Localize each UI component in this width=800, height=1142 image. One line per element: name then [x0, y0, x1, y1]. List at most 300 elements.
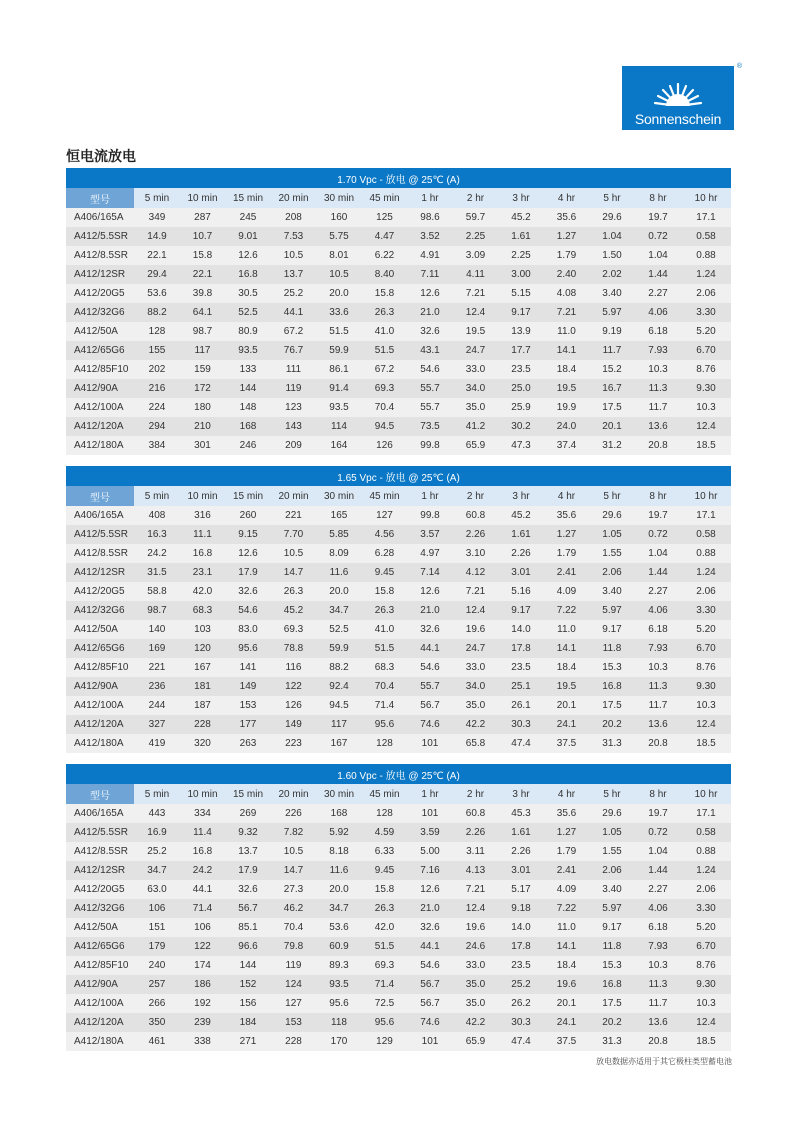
current-value-cell: 1.04	[635, 246, 681, 265]
current-value-cell: 260	[225, 506, 271, 525]
current-value-cell: 1.61	[498, 525, 544, 544]
current-value-cell: 95.6	[362, 1013, 407, 1032]
current-value-cell: 98.7	[134, 601, 180, 620]
current-value-cell: 32.6	[225, 880, 271, 899]
current-value-cell: 126	[362, 436, 407, 455]
table-row	[66, 899, 731, 918]
current-value-cell: 152	[225, 975, 271, 994]
current-value-cell: 18.4	[544, 658, 589, 677]
current-value-cell: 99.8	[407, 506, 453, 525]
current-value-cell: 15.3	[589, 658, 635, 677]
current-value-cell: 120	[180, 639, 225, 658]
current-value-cell: 56.7	[407, 975, 453, 994]
current-value-cell: 91.4	[316, 379, 362, 398]
current-value-cell: 60.8	[453, 804, 498, 823]
current-value-cell: 35.0	[453, 696, 498, 715]
current-value-cell: 26.2	[498, 994, 544, 1013]
current-value-cell: 5.97	[589, 601, 635, 620]
current-value-cell: 31.3	[589, 734, 635, 753]
table-header-row	[66, 486, 731, 506]
current-value-cell: 350	[134, 1013, 180, 1032]
duration-column-header: 10 min	[180, 188, 225, 208]
current-value-cell: 9.30	[681, 379, 731, 398]
current-value-cell: 10.3	[681, 398, 731, 417]
model-column-header: 型号	[66, 188, 134, 208]
current-value-cell: 187	[180, 696, 225, 715]
model-cell: A412/5.5SR	[66, 823, 134, 842]
model-cell: A412/180A	[66, 1032, 134, 1051]
current-value-cell: 10.3	[635, 956, 681, 975]
sonnenschein-logo	[622, 63, 742, 130]
current-value-cell: 179	[134, 937, 180, 956]
current-value-cell: 6.18	[635, 918, 681, 937]
current-value-cell: 20.1	[544, 696, 589, 715]
current-value-cell: 9.17	[498, 303, 544, 322]
current-value-cell: 269	[225, 804, 271, 823]
current-value-cell: 72.5	[362, 994, 407, 1013]
current-value-cell: 32.6	[225, 582, 271, 601]
current-value-cell: 2.26	[453, 525, 498, 544]
table-header-row	[66, 784, 731, 804]
duration-column-header: 5 hr	[589, 784, 635, 804]
current-value-cell: 25.1	[498, 677, 544, 696]
model-cell: A406/165A	[66, 208, 134, 227]
current-value-cell: 45.3	[498, 804, 544, 823]
current-value-cell: 101	[407, 734, 453, 753]
table-row	[66, 975, 731, 994]
current-value-cell: 0.88	[681, 544, 731, 563]
current-value-cell: 1.24	[681, 861, 731, 880]
current-value-cell: 51.5	[362, 639, 407, 658]
current-value-cell: 16.3	[134, 525, 180, 544]
duration-column-header: 45 min	[362, 784, 407, 804]
table-row	[66, 525, 731, 544]
current-value-cell: 29.6	[589, 506, 635, 525]
current-value-cell: 1.79	[544, 544, 589, 563]
current-value-cell: 9.18	[498, 899, 544, 918]
table-row	[66, 880, 731, 899]
current-value-cell: 8.76	[681, 658, 731, 677]
current-value-cell: 1.61	[498, 227, 544, 246]
current-value-cell: 45.2	[498, 208, 544, 227]
current-value-cell: 95.6	[225, 639, 271, 658]
current-value-cell: 37.4	[544, 436, 589, 455]
current-value-cell: 19.6	[453, 620, 498, 639]
current-value-cell: 11.0	[544, 322, 589, 341]
current-value-cell: 20.0	[316, 880, 362, 899]
current-value-cell: 42.2	[453, 715, 498, 734]
current-value-cell: 35.6	[544, 506, 589, 525]
current-value-cell: 9.15	[225, 525, 271, 544]
current-value-cell: 88.2	[134, 303, 180, 322]
current-value-cell: 35.0	[453, 975, 498, 994]
current-value-cell: 6.18	[635, 620, 681, 639]
table-row	[66, 322, 731, 341]
model-cell: A412/50A	[66, 918, 134, 937]
current-value-cell: 11.0	[544, 918, 589, 937]
current-value-cell: 119	[271, 379, 316, 398]
current-value-cell: 2.41	[544, 861, 589, 880]
model-cell: A412/90A	[66, 379, 134, 398]
current-value-cell: 12.6	[407, 880, 453, 899]
current-value-cell: 119	[271, 956, 316, 975]
current-value-cell: 65.9	[453, 1032, 498, 1051]
current-value-cell: 4.09	[544, 880, 589, 899]
current-value-cell: 14.1	[544, 639, 589, 658]
current-value-cell: 17.1	[681, 804, 731, 823]
current-value-cell: 24.7	[453, 341, 498, 360]
current-value-cell: 153	[271, 1013, 316, 1032]
model-cell: A412/12SR	[66, 861, 134, 880]
current-value-cell: 228	[180, 715, 225, 734]
current-value-cell: 1.24	[681, 563, 731, 582]
table-row	[66, 398, 731, 417]
current-value-cell: 2.26	[453, 823, 498, 842]
current-value-cell: 24.7	[453, 639, 498, 658]
current-value-cell: 106	[180, 918, 225, 937]
current-value-cell: 122	[180, 937, 225, 956]
current-value-cell: 14.7	[271, 861, 316, 880]
model-cell: A412/32G6	[66, 601, 134, 620]
current-value-cell: 11.7	[589, 341, 635, 360]
current-value-cell: 4.12	[453, 563, 498, 582]
current-value-cell: 3.30	[681, 601, 731, 620]
current-value-cell: 7.21	[453, 284, 498, 303]
current-value-cell: 1.79	[544, 246, 589, 265]
current-value-cell: 228	[271, 1032, 316, 1051]
current-value-cell: 19.7	[635, 804, 681, 823]
current-value-cell: 12.4	[453, 601, 498, 620]
current-value-cell: 338	[180, 1032, 225, 1051]
current-value-cell: 149	[271, 715, 316, 734]
current-value-cell: 11.3	[635, 677, 681, 696]
current-value-cell: 2.27	[635, 582, 681, 601]
model-cell: A412/180A	[66, 436, 134, 455]
current-value-cell: 5.97	[589, 303, 635, 322]
current-value-cell: 128	[362, 804, 407, 823]
table-row	[66, 246, 731, 265]
model-cell: A412/8.5SR	[66, 544, 134, 563]
current-value-cell: 37.5	[544, 734, 589, 753]
current-value-cell: 177	[225, 715, 271, 734]
current-value-cell: 10.3	[635, 360, 681, 379]
current-value-cell: 12.6	[407, 582, 453, 601]
current-value-cell: 144	[225, 379, 271, 398]
current-value-cell: 69.3	[362, 379, 407, 398]
current-value-cell: 2.27	[635, 284, 681, 303]
current-value-cell: 55.7	[407, 677, 453, 696]
current-value-cell: 70.4	[362, 398, 407, 417]
current-value-cell: 10.5	[271, 544, 316, 563]
current-value-cell: 2.26	[498, 544, 544, 563]
model-column-header: 型号	[66, 784, 134, 804]
current-value-cell: 8.18	[316, 842, 362, 861]
current-value-cell: 23.1	[180, 563, 225, 582]
current-value-cell: 29.6	[589, 804, 635, 823]
current-value-cell: 18.5	[681, 1032, 731, 1051]
current-value-cell: 144	[225, 956, 271, 975]
current-value-cell: 22.1	[180, 265, 225, 284]
current-value-cell: 9.01	[225, 227, 271, 246]
current-value-cell: 221	[134, 658, 180, 677]
table-row	[66, 208, 731, 227]
current-value-cell: 33.0	[453, 360, 498, 379]
current-value-cell: 123	[271, 398, 316, 417]
current-value-cell: 19.9	[544, 398, 589, 417]
registered-mark: ®	[736, 63, 742, 70]
current-value-cell: 33.6	[316, 303, 362, 322]
current-value-cell: 95.6	[316, 994, 362, 1013]
current-value-cell: 94.5	[362, 417, 407, 436]
current-value-cell: 30.3	[498, 715, 544, 734]
current-value-cell: 47.4	[498, 1032, 544, 1051]
current-value-cell: 15.8	[362, 880, 407, 899]
current-value-cell: 34.7	[134, 861, 180, 880]
current-value-cell: 79.8	[271, 937, 316, 956]
current-value-cell: 208	[271, 208, 316, 227]
table-row	[66, 937, 731, 956]
current-value-cell: 2.06	[589, 861, 635, 880]
table-row	[66, 639, 731, 658]
current-value-cell: 186	[180, 975, 225, 994]
current-value-cell: 24.1	[544, 715, 589, 734]
table-row	[66, 956, 731, 975]
current-value-cell: 0.58	[681, 227, 731, 246]
current-value-cell: 89.3	[316, 956, 362, 975]
current-value-cell: 53.6	[316, 918, 362, 937]
current-value-cell: 117	[316, 715, 362, 734]
current-value-cell: 42.0	[362, 918, 407, 937]
current-value-cell: 21.0	[407, 601, 453, 620]
current-value-cell: 4.13	[453, 861, 498, 880]
current-value-cell: 408	[134, 506, 180, 525]
current-value-cell: 5.16	[498, 582, 544, 601]
current-value-cell: 21.0	[407, 899, 453, 918]
current-value-cell: 240	[134, 956, 180, 975]
table-row	[66, 861, 731, 880]
current-value-cell: 73.5	[407, 417, 453, 436]
current-value-cell: 34.0	[453, 379, 498, 398]
current-value-cell: 1.50	[589, 246, 635, 265]
current-value-cell: 17.1	[681, 506, 731, 525]
current-value-cell: 7.70	[271, 525, 316, 544]
current-value-cell: 164	[316, 436, 362, 455]
current-value-cell: 70.4	[362, 677, 407, 696]
table-row	[66, 417, 731, 436]
current-value-cell: 11.6	[316, 861, 362, 880]
model-cell: A412/85F10	[66, 956, 134, 975]
model-cell: A412/65G6	[66, 639, 134, 658]
current-value-cell: 15.2	[589, 360, 635, 379]
current-value-cell: 83.0	[225, 620, 271, 639]
current-value-cell: 3.40	[589, 582, 635, 601]
duration-column-header: 5 min	[134, 188, 180, 208]
table-row	[66, 715, 731, 734]
current-value-cell: 31.2	[589, 436, 635, 455]
current-value-cell: 99.8	[407, 436, 453, 455]
current-value-cell: 4.56	[362, 525, 407, 544]
current-value-cell: 2.25	[498, 246, 544, 265]
current-value-cell: 59.7	[453, 208, 498, 227]
current-value-cell: 3.10	[453, 544, 498, 563]
current-value-cell: 271	[225, 1032, 271, 1051]
model-cell: A412/100A	[66, 994, 134, 1013]
current-value-cell: 26.3	[362, 899, 407, 918]
current-value-cell: 20.8	[635, 734, 681, 753]
current-value-cell: 5.20	[681, 918, 731, 937]
current-value-cell: 45.2	[271, 601, 316, 620]
current-value-cell: 294	[134, 417, 180, 436]
footnote: 放电数据亦适用于其它极柱类型蓄电池	[596, 1057, 732, 1066]
current-value-cell: 67.2	[271, 322, 316, 341]
current-value-cell: 11.3	[635, 975, 681, 994]
current-value-cell: 5.00	[407, 842, 453, 861]
current-value-cell: 5.15	[498, 284, 544, 303]
current-value-cell: 17.5	[589, 696, 635, 715]
current-value-cell: 263	[225, 734, 271, 753]
current-value-cell: 7.21	[453, 880, 498, 899]
current-value-cell: 19.5	[544, 677, 589, 696]
current-value-cell: 9.30	[681, 677, 731, 696]
current-value-cell: 93.5	[316, 398, 362, 417]
current-value-cell: 4.59	[362, 823, 407, 842]
current-value-cell: 266	[134, 994, 180, 1013]
current-value-cell: 9.30	[681, 975, 731, 994]
table-row	[66, 360, 731, 379]
current-value-cell: 181	[180, 677, 225, 696]
current-value-cell: 20.0	[316, 284, 362, 303]
current-value-cell: 127	[271, 994, 316, 1013]
current-value-cell: 10.3	[681, 696, 731, 715]
current-value-cell: 29.6	[589, 208, 635, 227]
model-cell: A406/165A	[66, 506, 134, 525]
current-value-cell: 60.9	[316, 937, 362, 956]
duration-column-header: 10 hr	[681, 486, 731, 506]
current-value-cell: 13.6	[635, 715, 681, 734]
current-value-cell: 19.5	[544, 379, 589, 398]
current-value-cell: 21.0	[407, 303, 453, 322]
table-row	[66, 544, 731, 563]
current-value-cell: 92.4	[316, 677, 362, 696]
current-value-cell: 10.5	[271, 842, 316, 861]
duration-column-header: 2 hr	[453, 486, 498, 506]
current-value-cell: 23.5	[498, 658, 544, 677]
current-value-cell: 1.04	[589, 227, 635, 246]
current-value-cell: 9.17	[498, 601, 544, 620]
model-cell: A412/100A	[66, 696, 134, 715]
current-value-cell: 14.0	[498, 918, 544, 937]
current-value-cell: 32.6	[407, 620, 453, 639]
current-value-cell: 13.6	[635, 417, 681, 436]
current-value-cell: 301	[180, 436, 225, 455]
current-value-cell: 78.8	[271, 639, 316, 658]
model-cell: A412/65G6	[66, 937, 134, 956]
current-value-cell: 141	[225, 658, 271, 677]
current-value-cell: 111	[271, 360, 316, 379]
current-value-cell: 244	[134, 696, 180, 715]
current-value-cell: 11.8	[589, 639, 635, 658]
current-value-cell: 32.6	[407, 918, 453, 937]
current-value-cell: 8.09	[316, 544, 362, 563]
current-value-cell: 167	[180, 658, 225, 677]
current-value-cell: 8.40	[362, 265, 407, 284]
current-value-cell: 16.8	[589, 975, 635, 994]
current-value-cell: 15.8	[362, 284, 407, 303]
current-value-cell: 54.6	[225, 601, 271, 620]
current-value-cell: 349	[134, 208, 180, 227]
current-value-cell: 56.7	[407, 994, 453, 1013]
current-value-cell: 8.76	[681, 360, 731, 379]
current-value-cell: 68.3	[362, 658, 407, 677]
table-row	[66, 227, 731, 246]
table-row	[66, 1013, 731, 1032]
current-value-cell: 384	[134, 436, 180, 455]
current-value-cell: 10.5	[316, 265, 362, 284]
model-cell: A412/8.5SR	[66, 842, 134, 861]
current-value-cell: 52.5	[316, 620, 362, 639]
current-value-cell: 4.47	[362, 227, 407, 246]
discharge-table-1-65	[66, 466, 731, 753]
current-value-cell: 155	[134, 341, 180, 360]
duration-column-header: 2 hr	[453, 188, 498, 208]
current-value-cell: 4.11	[453, 265, 498, 284]
section-title: 恒电流放电	[66, 148, 136, 164]
current-value-cell: 15.8	[362, 582, 407, 601]
current-value-cell: 117	[180, 341, 225, 360]
current-value-cell: 4.06	[635, 899, 681, 918]
current-value-cell: 23.5	[498, 956, 544, 975]
current-value-cell: 24.2	[134, 544, 180, 563]
current-value-cell: 9.45	[362, 861, 407, 880]
current-value-cell: 41.0	[362, 322, 407, 341]
model-cell: A412/20G5	[66, 880, 134, 899]
current-value-cell: 74.6	[407, 1013, 453, 1032]
current-value-cell: 51.5	[316, 322, 362, 341]
current-value-cell: 101	[407, 804, 453, 823]
current-value-cell: 223	[271, 734, 316, 753]
current-value-cell: 16.8	[180, 544, 225, 563]
table-row	[66, 1032, 731, 1051]
current-value-cell: 47.4	[498, 734, 544, 753]
model-cell: A412/180A	[66, 734, 134, 753]
current-value-cell: 86.1	[316, 360, 362, 379]
current-value-cell: 10.5	[271, 246, 316, 265]
current-value-cell: 26.3	[362, 303, 407, 322]
current-value-cell: 257	[134, 975, 180, 994]
model-cell: A412/32G6	[66, 899, 134, 918]
current-value-cell: 24.1	[544, 1013, 589, 1032]
table-row	[66, 620, 731, 639]
current-value-cell: 8.76	[681, 956, 731, 975]
current-value-cell: 27.3	[271, 880, 316, 899]
current-value-cell: 114	[316, 417, 362, 436]
table-row	[66, 303, 731, 322]
current-value-cell: 63.0	[134, 880, 180, 899]
current-value-cell: 7.22	[544, 601, 589, 620]
current-value-cell: 3.40	[589, 880, 635, 899]
current-value-cell: 7.11	[407, 265, 453, 284]
current-value-cell: 3.00	[498, 265, 544, 284]
current-value-cell: 7.21	[544, 303, 589, 322]
duration-column-header: 10 min	[180, 784, 225, 804]
current-value-cell: 245	[225, 208, 271, 227]
table-row	[66, 658, 731, 677]
current-value-cell: 44.1	[180, 880, 225, 899]
current-value-cell: 95.6	[362, 715, 407, 734]
current-value-cell: 42.2	[453, 1013, 498, 1032]
current-value-cell: 5.97	[589, 899, 635, 918]
duration-column-header: 4 hr	[544, 188, 589, 208]
